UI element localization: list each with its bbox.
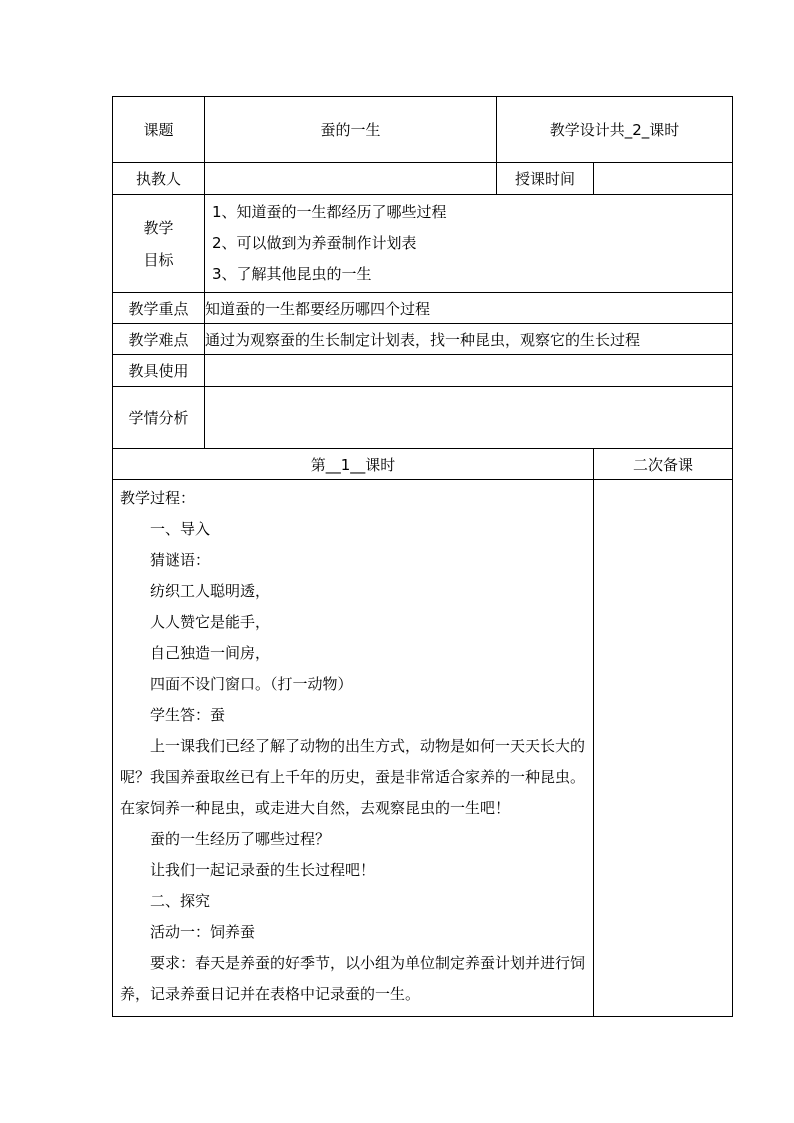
key-point-label: 教学重点 <box>113 293 205 324</box>
period-label: 第__1__课时 <box>113 449 594 480</box>
tools-label: 教具使用 <box>113 355 205 387</box>
intro-heading: 一、导入 <box>150 520 211 538</box>
second-prep-label: 二次备课 <box>594 449 733 480</box>
objective-item: 1、知道蚕的一生都经历了哪些过程 <box>212 203 447 221</box>
teacher-label: 执教人 <box>113 163 205 195</box>
process-heading: 教学过程： <box>120 489 196 507</box>
explore-heading: 二、探究 <box>150 892 211 910</box>
lesson-plan-table <box>112 96 733 1017</box>
analysis-value <box>205 387 733 449</box>
subject-row <box>113 97 733 163</box>
time-label: 授课时间 <box>497 163 594 195</box>
objectives-label-line1: 教学 <box>143 218 174 237</box>
time-value <box>594 163 733 195</box>
subject-label: 课题 <box>113 97 205 163</box>
activity-requirement: 要求：春天是养蚕的好季节，以小组为单位制定养蚕计划并进行饲养，记录养蚕日记并在表格中记录蚕的一生。 <box>120 954 586 1003</box>
teaching-process <box>113 480 594 1017</box>
intro-paragraph: 上一课我们已经了解了动物的出生方式，动物是如何一天天长大的呢？我国养蚕取丝已有上千年的历史，蚕是非常适合家养的一种昆虫。在家饲养一种昆虫，或走进大自然，去观察昆虫的一生吧！ <box>120 737 586 817</box>
objectives-label <box>113 195 205 293</box>
student-answer: 学生答：蚕 <box>150 706 226 724</box>
analysis-row <box>113 387 733 449</box>
riddle-line: 自己独造一间房， <box>150 644 271 662</box>
teacher-row <box>113 163 733 195</box>
process-row <box>113 480 733 1017</box>
difficulty-label: 教学难点 <box>113 324 205 355</box>
tools-row <box>113 355 733 387</box>
design-total: 教学设计共_2_课时 <box>497 97 733 163</box>
key-point-row <box>113 293 733 324</box>
objective-item: 3、了解其他昆虫的一生 <box>212 265 372 283</box>
objectives-list <box>205 195 733 293</box>
riddle-line: 四面不设门窗口。（打一动物） <box>150 675 353 693</box>
objectives-label-line2: 目标 <box>143 250 174 269</box>
riddle-line: 纺织工人聪明透， <box>150 582 271 600</box>
tools-value <box>205 355 733 387</box>
difficulty-row <box>113 324 733 355</box>
riddle-label: 猜谜语： <box>150 551 211 569</box>
activity-title: 活动一：饲养蚕 <box>150 923 256 941</box>
riddle-line: 人人赞它是能手， <box>150 613 271 631</box>
subject-value: 蚕的一生 <box>205 97 497 163</box>
analysis-label: 学情分析 <box>113 387 205 449</box>
objective-item: 2、可以做到为养蚕制作计划表 <box>212 234 417 252</box>
key-point-value: 知道蚕的一生都要经历哪四个过程 <box>205 293 733 324</box>
second-prep-cell <box>594 480 733 1017</box>
invitation-text: 让我们一起记录蚕的生长过程吧！ <box>150 861 376 879</box>
teacher-value <box>205 163 497 195</box>
guiding-question: 蚕的一生经历了哪些过程？ <box>150 830 331 848</box>
objectives-row <box>113 195 733 293</box>
difficulty-value: 通过为观察蚕的生长制定计划表，找一种昆虫，观察它的生长过程 <box>205 324 733 355</box>
period-row <box>113 449 733 480</box>
